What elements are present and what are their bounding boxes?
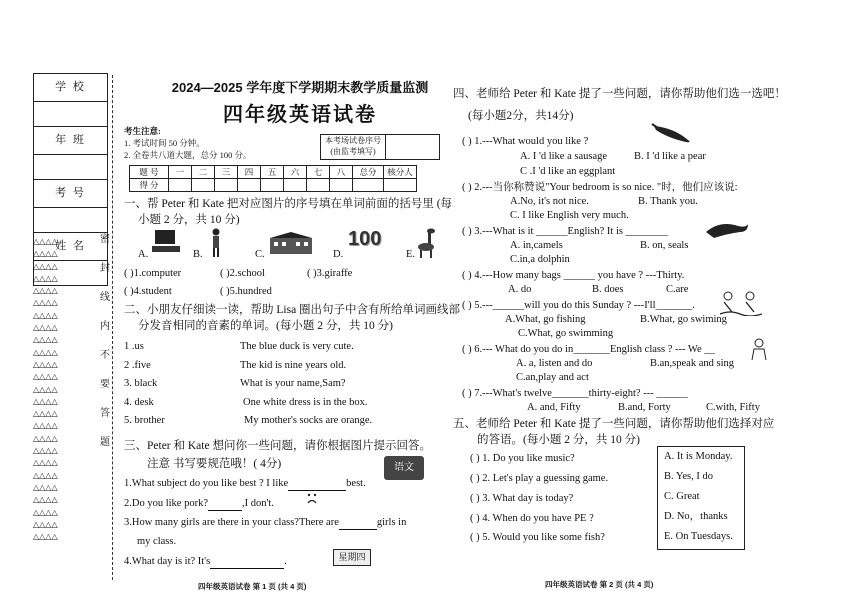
score-input-cell[interactable]: [330, 179, 353, 192]
score-input-cell[interactable]: [384, 179, 417, 192]
school-field-blank[interactable]: [34, 102, 107, 127]
school-icon: [268, 232, 314, 254]
seal-char: 密: [100, 234, 110, 245]
phonics-word: 2 .five: [124, 360, 151, 371]
pic-label: B.: [193, 249, 203, 260]
section1-title: 一、帮 Peter 和 Kate 把对应图片的序号填在单词前面的括号里 (每: [124, 198, 453, 210]
match-question: ( ) 4. When do you have PE ?: [470, 513, 594, 524]
table-cell: 七: [307, 166, 330, 179]
table-cell: 三: [215, 166, 238, 179]
match-question: ( ) 2. Let's play a guessing game.: [470, 473, 609, 484]
score-table: [129, 165, 417, 192]
seal-char: 不: [100, 350, 110, 361]
match-question: ( ) 1. Do you like music?: [470, 453, 575, 464]
pic-label: C.: [255, 249, 265, 260]
mc-option[interactable]: C.an,play and act: [516, 372, 589, 383]
section4-title: 四、老师给 Peter 和 Kate 提了一些问题，请你帮助他们选一选吧！: [453, 88, 786, 100]
page-footer-right: 四年级英语试卷 第 2 页 (共 4 页): [545, 580, 654, 589]
question-text: my class.: [137, 536, 177, 547]
score-input-cell[interactable]: [169, 179, 192, 192]
mc-option[interactable]: A. I 'd like a sausage: [520, 151, 608, 162]
teacher-icon: [748, 338, 770, 360]
pic-label: D.: [333, 249, 344, 260]
mc-option[interactable]: C.are: [666, 284, 689, 295]
mc-option[interactable]: A. a, listen and do: [516, 358, 593, 369]
answer-option[interactable]: A. It is Monday.: [664, 451, 733, 462]
paper-code-label: [321, 135, 386, 159]
notice-line: 2. 全卷共八道大题，总分 100 分。: [124, 150, 252, 160]
section2-subtitle: 分发音相同的音素的单词。(每小题 2 分，共 10 分): [138, 320, 393, 332]
score-table-score-row: [130, 179, 417, 192]
table-cell: 题 号: [130, 166, 169, 179]
answer-blank[interactable]: [210, 568, 284, 569]
question-text: 4.What day is it? It's: [124, 556, 211, 567]
mc-option[interactable]: C .I 'd like an eggplant: [520, 166, 616, 177]
question-text: 1.What subject do you like best ? I like: [124, 478, 289, 489]
section3-title: 三、Peter 和 Kate 想问你一些问题，请你根据图片提示回答。: [124, 440, 431, 452]
phonics-word: 1 .us: [124, 341, 144, 352]
table-cell: 一: [169, 166, 192, 179]
dolphin-icon: [704, 218, 750, 240]
seal-char: 线: [100, 292, 110, 303]
section1-item: ( )4.student: [124, 286, 172, 297]
mc-question-4: ( ) 4.---How many bags ______ you have ? ---Thirty.: [462, 270, 685, 281]
mc-question-6: ( ) 6.--- What do you do in_______English class ? --- We __: [462, 344, 715, 355]
score-input-cell[interactable]: [353, 179, 384, 192]
exam-number-field-label: 考 号: [34, 180, 107, 208]
section3-note: 注意 书写要规范哦！( 4分): [147, 458, 282, 470]
section1-item: ( )3.giraffe: [307, 268, 353, 279]
mc-option[interactable]: C.What, go swimming: [518, 328, 614, 339]
eggplant-icon: [650, 122, 694, 144]
mc-option[interactable]: B. does: [592, 284, 624, 295]
code-label-text: 本考场试卷序号: [325, 136, 381, 145]
score-input-cell[interactable]: [192, 179, 215, 192]
mc-option[interactable]: B.an,speak and sing: [650, 358, 734, 369]
mc-question-7: ( ) 7.---What's twelve_______thirty-eight? --- ______: [462, 388, 688, 399]
answer-options-box: [657, 446, 745, 550]
mc-option[interactable]: A. and, Fifty: [527, 402, 581, 413]
sad-face-icon: [305, 491, 319, 505]
mc-option[interactable]: B. I 'd like a pear: [634, 151, 706, 162]
mc-question-5: ( ) 5.---______will you do this Sunday ? ---I'll_______.: [462, 300, 695, 311]
answer-option[interactable]: D. No，thanks: [664, 511, 728, 522]
answer-option[interactable]: B. Yes, I do: [664, 471, 714, 482]
table-cell: 总分: [353, 166, 384, 179]
mc-option[interactable]: C. I like English very much.: [510, 210, 629, 221]
class-field-blank[interactable]: [34, 155, 107, 180]
exam-term-title: 2024—2025 学年度下学期期末教学质量监测: [171, 80, 429, 95]
table-cell: 六: [284, 166, 307, 179]
section1-subtitle: 小题 2 分，共 10 分): [138, 214, 240, 226]
table-cell: 五: [261, 166, 284, 179]
phonics-sentence[interactable]: What is your name,Sam?: [240, 378, 346, 389]
seal-char: 答: [100, 408, 110, 419]
table-cell: 八: [330, 166, 353, 179]
table-cell: 二: [192, 166, 215, 179]
phonics-word: 3. black: [124, 378, 158, 389]
phonics-sentence[interactable]: The kid is nine years old.: [240, 360, 347, 371]
score-table-header-row: [130, 166, 417, 179]
mc-option[interactable]: C.with, Fifty: [706, 402, 760, 413]
notice-title: 考生注意:: [124, 126, 161, 136]
mc-option[interactable]: B. on, seals: [640, 240, 689, 251]
class-field-label: 年 班: [34, 127, 107, 155]
page-footer-left: 四年级英语试卷 第 1 页 (共 4 页): [198, 582, 307, 591]
candidate-notice: [124, 125, 252, 161]
match-question: ( ) 3. What day is today?: [470, 493, 574, 504]
question-text: 2.Do you like pork?: [124, 498, 208, 509]
mc-option[interactable]: B.and, Forty: [618, 402, 671, 413]
score-input-cell[interactable]: [261, 179, 284, 192]
answer-line-4: [124, 555, 287, 569]
question-text: 3.How many girls are there in your class?There are: [124, 517, 339, 528]
notice-line: 1. 考试时间 50 分钟。: [124, 138, 205, 148]
answer-option[interactable]: E. On Tuesdays.: [664, 531, 733, 542]
section1-item: ( )5.hundred: [220, 286, 272, 297]
phonics-word: 4. desk: [124, 397, 154, 408]
answer-line-1: [124, 477, 366, 491]
mc-option[interactable]: C.in,a dolphin: [510, 254, 570, 265]
phonics-word: 5. brother: [124, 415, 165, 426]
section2-title: 二、小朋友仔细读一读，帮助 Lisa 圈出句子中含有所给单词画线部: [124, 304, 461, 316]
section1-item: ( )2.school: [220, 268, 265, 279]
answer-line-3: [124, 516, 406, 530]
school-field-label: 学 校: [34, 74, 107, 102]
seal-char: 内: [100, 321, 110, 332]
question-text: .: [284, 556, 287, 567]
phonics-sentence[interactable]: One white dress is in the box.: [243, 397, 368, 408]
seal-line-notice: [98, 232, 112, 450]
mc-question-1: ( ) 1.---What would you like ?: [462, 136, 589, 147]
seal-char: 题: [100, 437, 110, 448]
section5-title: 五、老师给 Peter 和 Kate 提了一些问题，请你帮助他们选择对应: [453, 418, 775, 430]
answer-option[interactable]: C. Great: [664, 491, 700, 502]
question-text: girls in: [376, 517, 407, 528]
section5-subtitle: 的答语。(每小题 2 分，共 10 分): [477, 434, 640, 446]
section4-subtitle: (每小题2分，共14分): [468, 110, 574, 122]
answer-blank[interactable]: [208, 510, 242, 511]
mc-question-3: ( ) 3.---What is it ______English? It is ________: [462, 226, 668, 237]
thursday-picture: 星期四: [333, 549, 371, 566]
match-question: ( ) 5. Would you like some fish?: [470, 532, 605, 543]
mc-option[interactable]: A.No, it's not nice.: [510, 196, 589, 207]
computer-icon: [152, 228, 182, 254]
mc-option[interactable]: B.What, go swiming: [640, 314, 727, 325]
table-cell: 四: [238, 166, 261, 179]
triangle-pattern: △△△△ △△△△ △△△△ △△△△ △△△△ △△△△ △△△△ △△△△ △△△△ △△△△ △△△△ △△△△ △△△△ △△△△ △△△△ △△△△ △△△△ △△△△ △△△△ △△△△ △△△△ △△△△ △△△△ △△△△ △△△△: [33, 237, 58, 542]
exam-number-field-blank[interactable]: [34, 208, 107, 233]
seal-dashed-line: [112, 75, 113, 580]
score-input-cell[interactable]: [215, 179, 238, 192]
mc-option[interactable]: A. do: [508, 284, 532, 295]
hundred-picture: 100: [348, 228, 382, 250]
table-cell: 核分人: [384, 166, 417, 179]
section1-pictures: [138, 228, 453, 264]
name-field-label: 姓 名: [34, 233, 107, 261]
question-text: ,I don't.: [242, 498, 274, 509]
chinese-subject-picture: 语文: [384, 456, 424, 480]
mc-option[interactable]: A. in,camels: [510, 240, 563, 251]
pic-label: E.: [406, 249, 416, 260]
giraffe-icon: [416, 228, 438, 258]
table-cell: 得 分: [130, 179, 169, 192]
phonics-sentence[interactable]: The blue duck is very cute.: [240, 341, 354, 352]
paper-code-box: [320, 134, 440, 160]
phonics-sentence[interactable]: My mother's socks are orange.: [244, 415, 373, 426]
mc-question-2: ( ) 2.---当你称赞说"Your bedroom is so nice. "时，他们应该说:: [462, 182, 738, 193]
score-input-cell[interactable]: [284, 179, 307, 192]
student-icon: [209, 228, 223, 258]
answer-blank[interactable]: [339, 529, 377, 530]
score-input-cell[interactable]: [238, 179, 261, 192]
pic-label: A.: [138, 249, 149, 260]
score-input-cell[interactable]: [307, 179, 330, 192]
answer-line-2: [124, 497, 274, 511]
seal-char: 要: [100, 379, 110, 390]
exam-title: 四年级英语试卷: [223, 104, 377, 126]
mc-option[interactable]: B. Thank you.: [638, 196, 698, 207]
mc-option[interactable]: A.What, go fishing: [505, 314, 586, 325]
seal-char: 封: [100, 263, 110, 274]
section1-item: ( )1.computer: [124, 268, 182, 279]
code-label-sub: (由监考填写): [330, 147, 376, 156]
question-text: best.: [346, 478, 366, 489]
